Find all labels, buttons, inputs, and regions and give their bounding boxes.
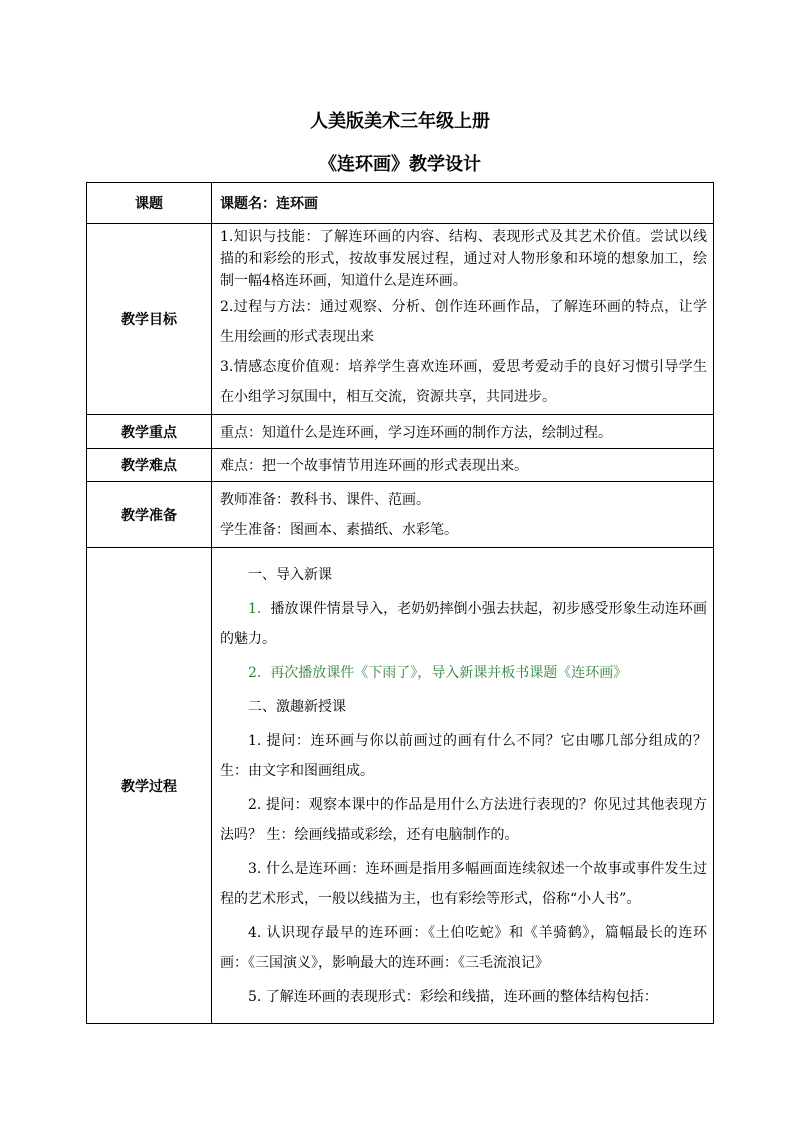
- process-item: 1. 提问：连环画与你以前画过的画有什么不同？它由哪几部分组成的？ 生：由文字和图画组成。: [220, 732, 707, 779]
- row-key-point: [87, 415, 714, 449]
- process-item: 1. 播放课件情景导入，老奶奶摔倒小强去扶起，初步感受形象生动连环画的魅力。: [220, 600, 707, 647]
- process-item: 4. 认识现存最早的连环画：《土伯吃蛇》和《羊骑鹤》，篇幅最长的连环画：《三国演义》，影响最大的连环画：《三毛流浪记》: [220, 924, 707, 971]
- topic-content: 课题名：连环画: [212, 183, 714, 224]
- label-process: 教学过程: [87, 548, 212, 1024]
- row-goals: [87, 224, 714, 415]
- row-preparation: [87, 482, 714, 548]
- label-key-point: 教学重点: [87, 415, 212, 449]
- section-heading: 一、导入新课: [248, 566, 332, 583]
- goal-item-3: 3.情感态度价值观：培养学生喜欢连环画，爱思考爱动手的良好习惯引导学生在小组学习氛围中，相互交流，资源共享，共同进步。: [220, 359, 707, 405]
- goals-content: [212, 224, 714, 415]
- preparation-content: [212, 482, 714, 548]
- label-topic: 课题: [87, 183, 212, 224]
- row-topic: [87, 183, 714, 224]
- row-difficulty: [87, 449, 714, 482]
- label-preparation: 教学准备: [87, 482, 212, 548]
- process-item: 5. 了解连环画的表现形式：彩绘和线描，连环画的整体结构包括：: [248, 988, 658, 1005]
- key-point-content: 重点：知道什么是连环画，学习连环画的制作方法，绘制过程。: [212, 415, 714, 449]
- process-item: 2. 提问：观察本课中的作品是用什么方法进行表现的？你见过其他表现方法吗？ 生：绘画线描或彩绘，还有电脑制作的。: [220, 796, 707, 843]
- goal-item-2: 2.过程与方法：通过观察、分析、创作连环画作品，了解连环画的特点，让学生用绘画的形式表现出来: [220, 299, 707, 345]
- student-prep: 学生准备：图画本、素描纸、水彩笔。: [220, 521, 458, 538]
- section-heading: 二、激趣新授课: [248, 698, 346, 715]
- difficulty-content: 难点：把一个故事情节用连环画的形式表现出来。: [212, 449, 714, 482]
- process-item: 3. 什么是连环画：连环画是指用多幅画面连续叙述一个故事或事件发生过程的艺术形式，一般以线描为主，也有彩绘等形式，俗称“小人书”。: [220, 860, 707, 907]
- goal-item-1: 1.知识与技能：了解连环画的内容、结构、表现形式及其艺术价值。尝试以线描的和彩绘的形式，按故事发展过程，通过对人物形象和环境的想象加工，绘制一幅4格连环画，知道什么是连环画。: [220, 229, 707, 289]
- label-goals: 教学目标: [87, 224, 212, 415]
- label-difficulty: 教学难点: [87, 449, 212, 482]
- document-title: 人美版美术三年级上册: [310, 111, 490, 132]
- process-content: [212, 548, 714, 1024]
- process-item: 2. 再次播放课件《下雨了》，导入新课并板书课题《连环画》: [248, 664, 628, 681]
- row-process: [87, 548, 714, 1024]
- document-subtitle: 《连环画》教学设计: [319, 154, 481, 175]
- teacher-prep: 教师准备：教科书、课件、范画。: [220, 491, 430, 508]
- lesson-plan-table: [86, 182, 714, 1024]
